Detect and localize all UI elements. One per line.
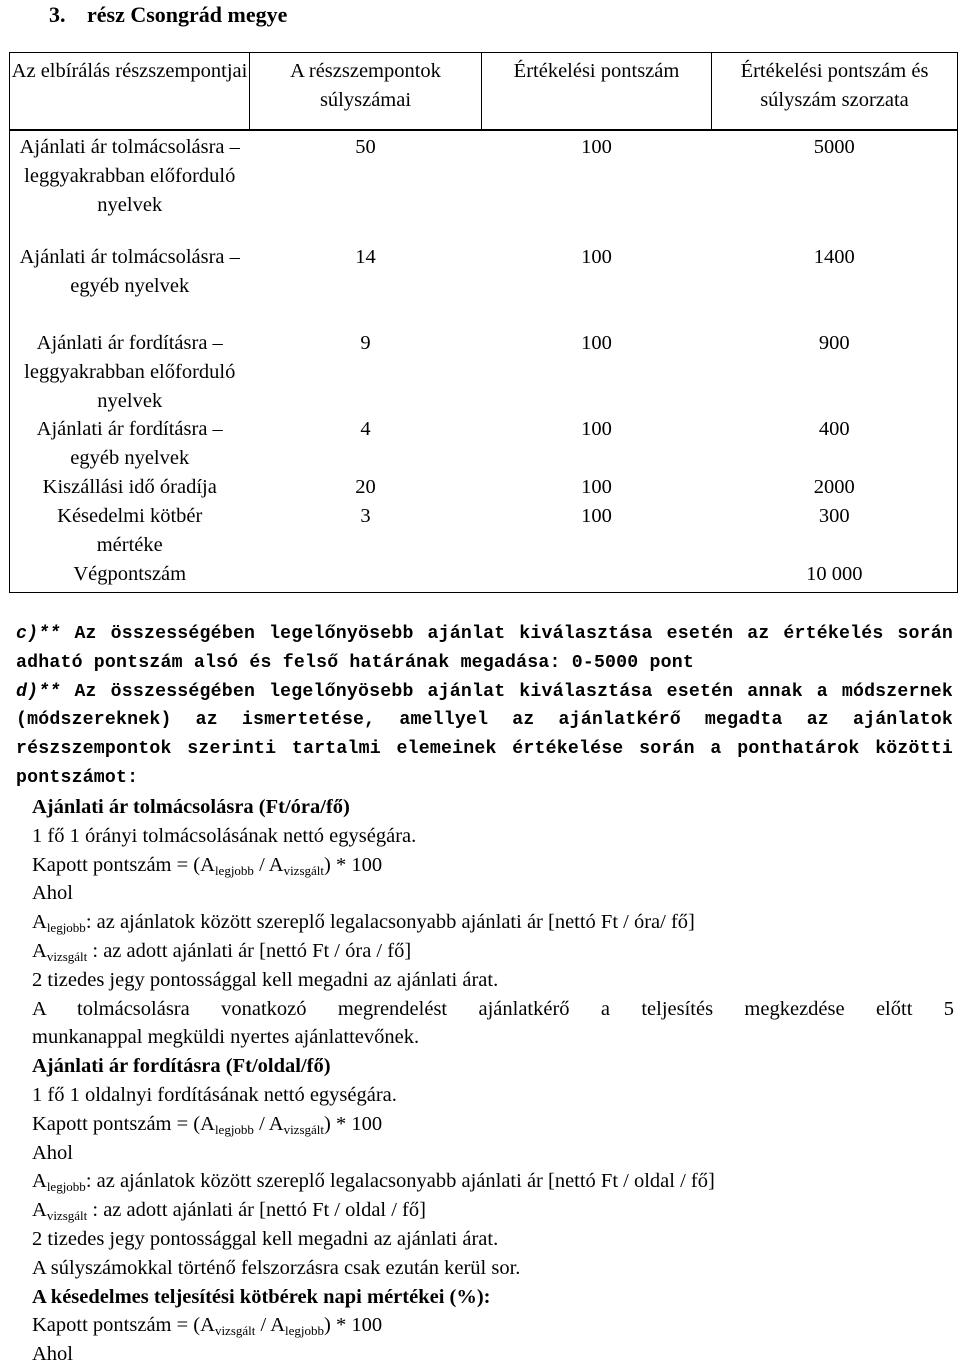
- note-c-line: adható pontszám alsó és felső határának megadása: 0-5000 pont: [16, 652, 694, 673]
- penalty-title: [32, 1283, 954, 1312]
- total-value: 10 000: [712, 560, 958, 592]
- symbol-a: A: [32, 939, 47, 962]
- row-label: Ajánlati ár fordításra – leggyakrabban előforduló nyelvek: [10, 329, 250, 415]
- sub-best: legjobb: [46, 920, 86, 936]
- formula-prefix: Kapott pontszám = (A: [32, 1112, 215, 1135]
- weights-note: A súlyszámokkal történő felszorzásra csak ezután kerül sor.: [32, 1256, 521, 1279]
- row-score: 100: [581, 476, 612, 499]
- formula-prefix: Kapott pontszám = (A: [32, 853, 215, 876]
- trans-title-text: Ajánlati ár fordításra (Ft/oldal/fő): [32, 1055, 331, 1078]
- trans-def-best: [32, 1167, 954, 1196]
- def-text: : az ajánlatok között szereplő legalacsonyabb ajánlati ár [nettó Ft / oldal / fő]: [85, 1170, 715, 1193]
- sub-best: legjobb: [214, 1121, 254, 1137]
- row-weight: 20: [355, 476, 376, 499]
- interp-decimals: 2 tizedes jegy pontossággal kell megadni az ajánlati árat.: [32, 968, 499, 991]
- interp-title: [32, 793, 954, 822]
- formula-sep: / A: [253, 853, 284, 876]
- row-label: Ajánlati ár tolmácsolásra – leggyakrabban előforduló nyelvek: [10, 130, 250, 243]
- interp-order-line: A tolmácsolásra vonatkozó megrendelést ajánlatkérő a teljesítés megkezdése előtt 5: [32, 997, 954, 1020]
- row-product: 900: [712, 329, 958, 415]
- row-product: 1400: [712, 243, 958, 329]
- trans-ahol: Ahol: [32, 1141, 73, 1164]
- note-d-text: Az összességében legelőnyösebb ajánlat kiválasztása esetén annak a módszernek: [74, 681, 953, 702]
- total-label: Végpontszám: [10, 560, 250, 592]
- interp-ahol: Ahol: [32, 882, 73, 905]
- row-weight: 50: [355, 136, 376, 158]
- sub-best: legjobb: [214, 862, 254, 878]
- interp-def-best: [32, 908, 954, 937]
- row-score: 100: [581, 136, 612, 158]
- note-c-line: [16, 620, 953, 649]
- table-row: [10, 415, 958, 473]
- formula-suffix: ) * 100: [324, 1314, 383, 1337]
- total-spacer: [250, 560, 482, 592]
- formula-sep: / A: [253, 1112, 284, 1135]
- row-weight: 9: [360, 332, 371, 354]
- table-row: [10, 502, 958, 560]
- note-d-line: [16, 678, 953, 707]
- trans-formula: [32, 1110, 954, 1139]
- note-c-marker: c)**: [16, 624, 61, 644]
- row-product: 5000: [712, 130, 958, 243]
- header-score: Értékelési pontszám: [482, 53, 712, 131]
- row-label: Kiszállási idő óradíja: [10, 473, 250, 502]
- def-text: : az ajánlatok között szereplő legalacsonyabb ajánlati ár [nettó Ft / óra/ fő]: [85, 911, 695, 934]
- sub-eval: vizsgált: [46, 948, 88, 964]
- sub-eval: vizsgált: [46, 1208, 88, 1224]
- row-product: 300: [712, 502, 958, 560]
- row-score: 100: [581, 505, 612, 528]
- formula-suffix: ) * 100: [324, 1112, 383, 1135]
- penalty-formula: [32, 1311, 954, 1340]
- row-score: 100: [581, 246, 612, 268]
- interp-order-line: munkanappal megküldi nyertes ajánlattevőnek.: [32, 1026, 420, 1049]
- total-spacer: [482, 560, 712, 592]
- formula-sep: / A: [255, 1314, 285, 1337]
- formula-prefix: Kapott pontszám = (A: [32, 1314, 215, 1337]
- row-weight: 14: [355, 246, 376, 268]
- header-weights: A részszempontok súlyszámai: [250, 53, 482, 131]
- method-block: [32, 793, 954, 1369]
- penalty-ahol: Ahol: [32, 1343, 73, 1366]
- formula-suffix: ) * 100: [324, 853, 383, 876]
- interp-title-text: Ajánlati ár tolmácsolásra (Ft/óra/fő): [32, 796, 350, 818]
- table-row: [10, 130, 958, 243]
- symbol-a: A: [32, 1199, 47, 1222]
- note-d-line: pontszámot:: [16, 767, 139, 788]
- section-title: rész Csongrád megye: [87, 2, 288, 27]
- table-row: [10, 243, 958, 329]
- symbol-a: A: [32, 911, 47, 934]
- sub-eval: vizsgált: [283, 1121, 324, 1137]
- header-criteria: Az elbírálás részszempontjai: [10, 53, 250, 131]
- evaluation-table: [9, 52, 958, 593]
- notes-block: [16, 620, 953, 793]
- note-d-marker: d)**: [16, 681, 61, 702]
- sub-best: legjobb: [46, 1179, 86, 1195]
- row-label: Ajánlati ár tolmácsolásra – egyéb nyelvek: [10, 243, 250, 329]
- row-label: Késedelmi kötbér mértéke: [10, 502, 250, 560]
- interp-unit: 1 fő 1 órányi tolmácsolásának nettó egységára.: [32, 824, 417, 847]
- def-text: : az adott ajánlati ár [nettó Ft / óra / fő]: [87, 939, 412, 962]
- header-product: Értékelési pontszám és súlyszám szorzata: [712, 53, 958, 131]
- row-label: Ajánlati ár fordításra – egyéb nyelvek: [10, 415, 250, 473]
- table-row: [10, 473, 958, 502]
- table-total-row: [10, 560, 958, 592]
- penalty-title-text: A késedelmes teljesítési kötbérek napi mértékei (%):: [32, 1285, 491, 1308]
- sub-eval: vizsgált: [214, 1323, 256, 1339]
- table-row: [10, 329, 958, 415]
- row-weight: 4: [360, 418, 371, 441]
- trans-title: [32, 1052, 954, 1081]
- row-weight: 3: [360, 505, 371, 528]
- symbol-a: A: [32, 1170, 47, 1193]
- section-heading: [49, 1, 287, 29]
- sub-eval: vizsgált: [283, 862, 324, 878]
- trans-decimals: 2 tizedes jegy pontossággal kell megadni az ajánlati árat.: [32, 1227, 499, 1250]
- sub-best: legjobb: [285, 1323, 324, 1339]
- note-d-line: (módszereknek) az ismertetése, amellyel az ajánlatkérő megadta az ajánlatok: [16, 710, 953, 731]
- row-score: 100: [581, 418, 612, 441]
- note-d-line: részszempontok szerinti tartalmi elemeinek értékelése során a ponthatárok közötti: [16, 739, 953, 760]
- def-text: : az adott ajánlati ár [nettó Ft / oldal / fő]: [87, 1199, 426, 1222]
- row-product: 400: [712, 415, 958, 473]
- table-header-row: [10, 53, 958, 131]
- trans-unit: 1 fő 1 oldalnyi fordításának nettó egységára.: [32, 1083, 397, 1106]
- interp-def-eval: [32, 937, 954, 966]
- trans-def-eval: [32, 1196, 954, 1225]
- note-c-text: Az összességében legelőnyösebb ajánlat kiválasztása esetén az értékelés során: [74, 624, 953, 644]
- row-product: 2000: [712, 473, 958, 502]
- interp-formula: [32, 851, 954, 880]
- section-number: 3.: [49, 2, 66, 27]
- row-score: 100: [581, 332, 612, 354]
